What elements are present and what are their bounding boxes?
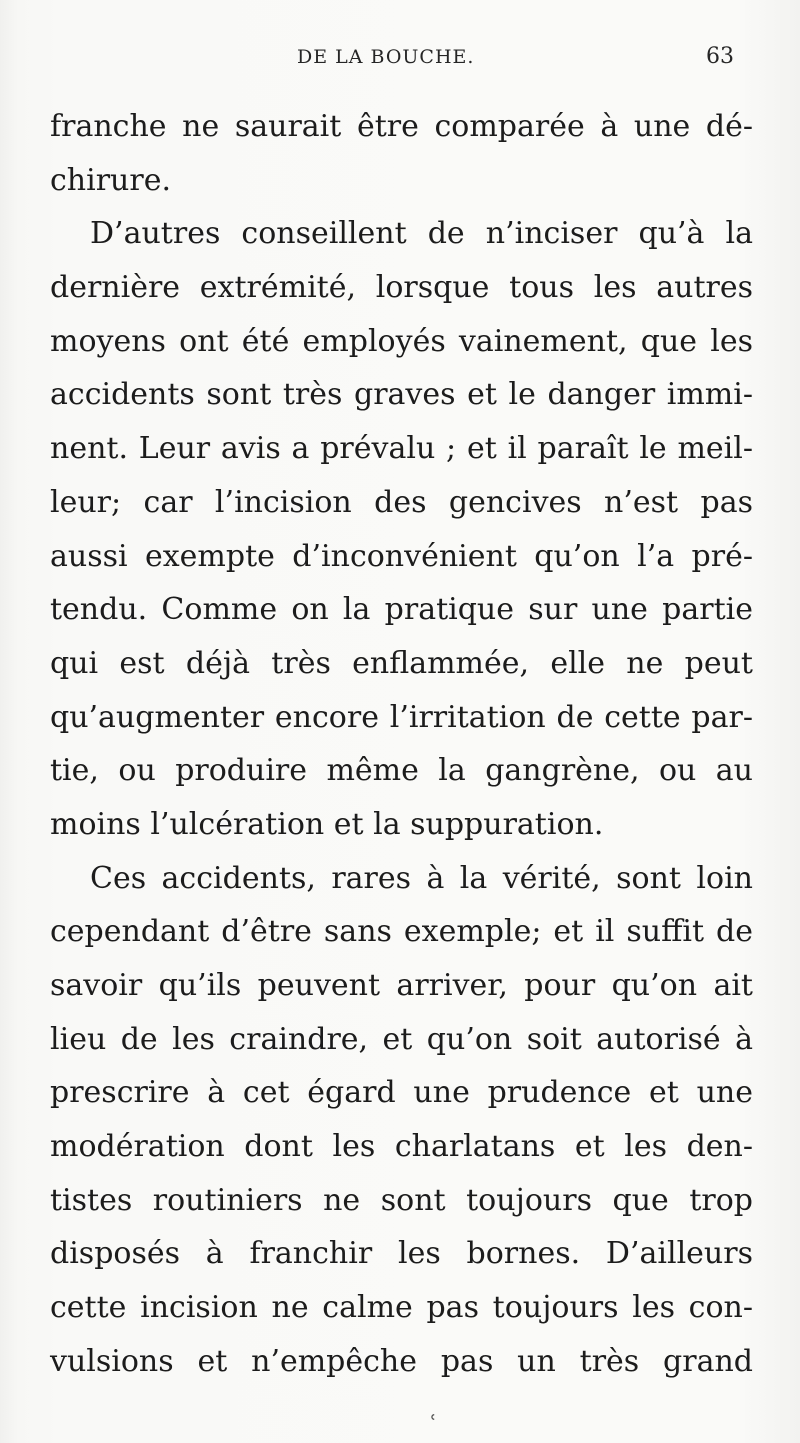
text-line: chirure. bbox=[50, 162, 172, 198]
text-line: qu’augmenter encore l’irritation de cette par- bbox=[50, 699, 753, 735]
text-line: franche ne saurait être comparée à une dé- bbox=[50, 109, 753, 144]
paragraph-start-line: Ces accidents, rares à la vérité, sont loin bbox=[90, 860, 753, 896]
text-line: accidents sont très graves et le danger immi- bbox=[50, 377, 753, 413]
body-text bbox=[50, 100, 753, 1389]
text-line: nent. Leur avis a prévalu ; et il paraît le meil- bbox=[50, 431, 753, 467]
text-line: cependant d’être sans exemple; et il suffit de bbox=[50, 914, 753, 950]
text-line: savoir qu’ils peuvent arriver, pour qu’on ait bbox=[50, 968, 753, 1003]
text-line: tie, ou produire même la gangrène, ou au bbox=[50, 753, 753, 789]
text-line: tistes routiniers ne sont toujours que trop bbox=[50, 1182, 753, 1218]
text-line: lieu de les craindre, et qu’on soit autorisé à bbox=[50, 1021, 753, 1057]
running-head: DE LA BOUCHE. bbox=[297, 46, 475, 68]
text-line: aussi exempte d’inconvénient qu’on l’a pré- bbox=[50, 538, 753, 574]
text-line: moins l’ulcération et la suppuration. bbox=[50, 806, 604, 842]
paragraph-start-line: D’autres conseillent de n’inciser qu’à la bbox=[90, 216, 753, 252]
text-line: moyens ont été employés vainement, que les bbox=[50, 323, 753, 359]
text-line: prescrire à cet égard une prudence et une bbox=[50, 1075, 753, 1111]
text-line: modération dont les charlatans et les den- bbox=[50, 1129, 753, 1165]
text-line: vulsions et n’empêche pas un très grand bbox=[50, 1343, 753, 1379]
page-number: 63 bbox=[706, 44, 734, 69]
text-line: dernière extrémité, lorsque tous les autres bbox=[50, 270, 753, 306]
text-line: qui est déjà très enflammée, elle ne peut bbox=[50, 645, 753, 681]
text-line: leur; car l’incision des gencives n’est pas bbox=[50, 484, 753, 520]
text-line: cette incision ne calme pas toujours les con- bbox=[50, 1290, 753, 1326]
print-speck: ʿ bbox=[430, 1412, 437, 1437]
text-line: disposés à franchir les bornes. D’ailleurs bbox=[50, 1236, 753, 1272]
page-header bbox=[0, 42, 800, 78]
text-line: tendu. Comme on la pratique sur une partie bbox=[50, 592, 753, 628]
